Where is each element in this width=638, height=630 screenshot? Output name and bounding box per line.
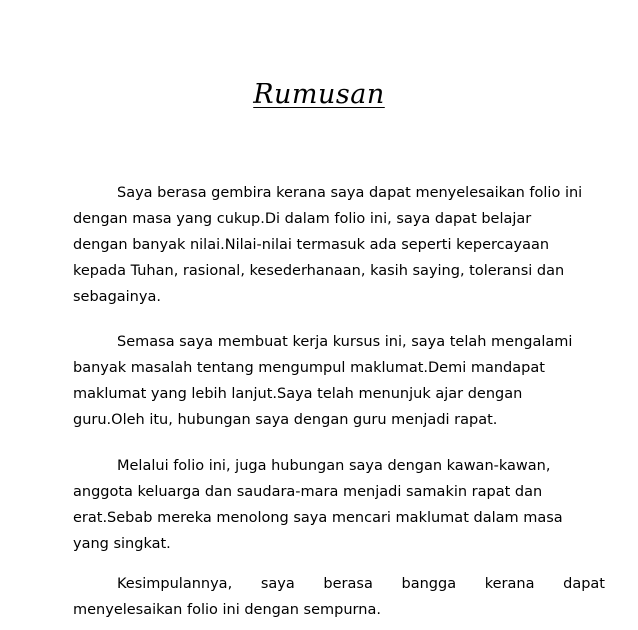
- paragraph-word: dapat: [563, 576, 605, 592]
- paragraph-2: [73, 329, 572, 433]
- document-title: [0, 78, 638, 112]
- paragraph-word: berasa: [323, 576, 373, 592]
- paragraph-word: bangga: [401, 576, 457, 592]
- paragraph-line: Melalui folio ini, juga hubungan saya dengan kawan-kawan,: [117, 458, 551, 474]
- paragraph-line: yang singkat.: [73, 536, 171, 552]
- paragraph-line: Saya berasa gembira kerana saya dapat menyelesaikan folio ini: [117, 185, 583, 201]
- paragraph-line: sebagainya.: [73, 289, 161, 305]
- paragraph-line-justified: [73, 571, 605, 597]
- paragraph-line: banyak masalah tentang mengumpul maklumat.Demi mandapat: [73, 360, 545, 376]
- document-title-text: Rumusan: [253, 79, 385, 110]
- paragraph-line: kepada Tuhan, rasional, kesederhanaan, kasih saying, toleransi dan: [73, 263, 565, 279]
- paragraph-4: [73, 571, 605, 623]
- paragraph-line: erat.Sebab mereka menolong saya mencari maklumat dalam masa: [73, 510, 563, 526]
- paragraph-line: dengan masa yang cukup.Di dalam folio ini, saya dapat belajar: [73, 211, 532, 227]
- paragraph-word: kerana: [484, 576, 535, 592]
- paragraph-line: anggota keluarga dan saudara-mara menjadi samakin rapat dan: [73, 484, 543, 500]
- paragraph-word: saya: [260, 576, 295, 592]
- paragraph-line: Semasa saya membuat kerja kursus ini, saya telah mengalami: [117, 334, 573, 350]
- paragraph-line: guru.Oleh itu, hubungan saya dengan guru menjadi rapat.: [73, 412, 498, 428]
- paragraph-line: dengan banyak nilai.Nilai-nilai termasuk ada seperti kepercayaan: [73, 237, 550, 253]
- paragraph-3: [73, 453, 563, 557]
- paragraph-1: [73, 180, 582, 310]
- paragraph-word: Kesimpulannya,: [117, 576, 233, 592]
- paragraph-line: maklumat yang lebih lanjut.Saya telah menunjuk ajar dengan: [73, 386, 523, 402]
- paragraph-line: menyelesaikan folio ini dengan sempurna.: [73, 602, 381, 618]
